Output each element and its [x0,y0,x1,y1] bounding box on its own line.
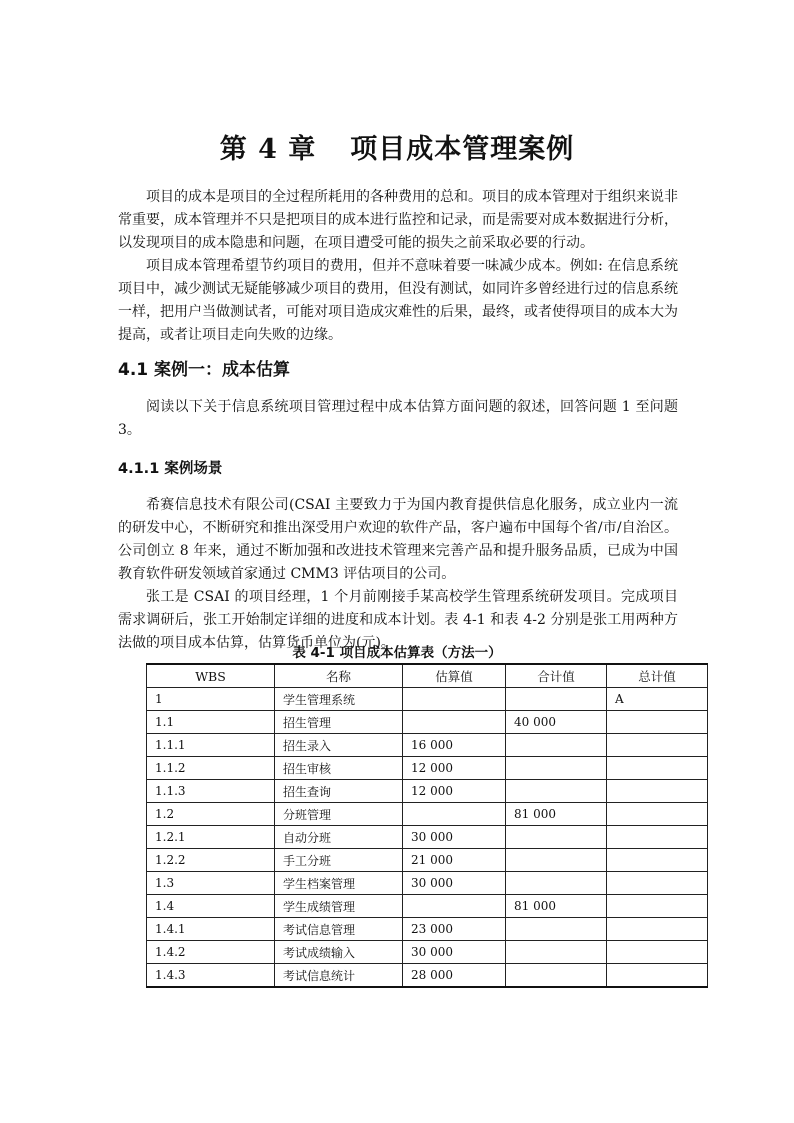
cell-total [607,803,708,826]
cell-estimate: 12 000 [403,780,506,803]
cell-total: A [607,688,708,711]
cell-subtotal [506,688,607,711]
cell-name: 学生档案管理 [275,872,403,895]
table-row [147,757,708,780]
table-header-row [147,664,708,688]
chapter-number: 第 4 章 [219,134,317,165]
cell-estimate [403,688,506,711]
cell-wbs: 1.4.3 [147,964,275,988]
cell-wbs: 1.1.1 [147,734,275,757]
header-total: 总计值 [607,664,708,688]
intro-paragraph-2: 项目成本管理希望节约项目的费用，但并不意味着要一味减少成本。例如: 在信息系统项目中，减少测试无疑能够减少项目的费用，但没有测试，如同许多曾经进行过的信息系统一样，把用户当做测试者，可能对项目造成灾难性的后果，最终，或者使得项目的成本大为提高，或者让项目走向失败的边缘。 [118,258,678,343]
cell-subtotal [506,780,607,803]
section-4-1-text: 阅读以下关于信息系统项目管理过程中成本估算方面问题的叙述，回答问题 1 至问题 3。 [118,399,678,438]
cell-subtotal: 40 000 [506,711,607,734]
table-caption: 表 4-1 项目成本估算表（方法一） [292,645,502,661]
cell-estimate: 28 000 [403,964,506,988]
cell-subtotal [506,964,607,988]
scenario-paragraph-2: 张工是 CSAI 的项目经理，1 个月前刚接手某高校学生管理系统研发项目。完成项目需求调研后，张工开始制定详细的进度和成本计划。表 4-1 和表 4-2 分别是张工用两种方法做的项目成本估算，估算货币单位为(元)。 [118,589,678,651]
cell-wbs: 1.2 [147,803,275,826]
table-row [147,734,708,757]
table-row [147,803,708,826]
cell-wbs: 1.4.1 [147,918,275,941]
cell-wbs: 1.1.2 [147,757,275,780]
header-wbs: WBS [147,664,275,688]
cell-total [607,780,708,803]
cell-name: 招生查询 [275,780,403,803]
cell-name: 分班管理 [275,803,403,826]
cell-subtotal [506,872,607,895]
cell-subtotal [506,757,607,780]
cell-name: 自动分班 [275,826,403,849]
table-row [147,895,708,918]
cell-total [607,826,708,849]
header-estimate: 估算值 [403,664,506,688]
cell-estimate: 21 000 [403,849,506,872]
cell-total [607,711,708,734]
cell-name: 考试信息统计 [275,964,403,988]
section-heading-4-1: 4.1 案例一：成本估算 [118,360,291,380]
cell-name: 学生成绩管理 [275,895,403,918]
cell-subtotal [506,849,607,872]
table-row [147,711,708,734]
cell-subtotal [506,941,607,964]
cell-total [607,734,708,757]
cell-estimate [403,711,506,734]
cell-name: 招生管理 [275,711,403,734]
cell-name: 学生管理系统 [275,688,403,711]
cell-wbs: 1.4.2 [147,941,275,964]
cell-wbs: 1.4 [147,895,275,918]
cell-total [607,872,708,895]
table-row [147,918,708,941]
cell-wbs: 1.1.3 [147,780,275,803]
scenario-paragraph-1: 希赛信息技术有限公司(CSAI 主要致力于为国内教育提供信息化服务，成立业内一流的研发中心，不断研究和推出深受用户欢迎的软件产品，客户遍布中国每个省/市/自治区。公司创立 8 年来，通过不断加强和改进技术管理来完善产品和提升服务品质，已成为中国教育软件研发领域首家通过 CMM3 评估项目的公司。 [118,497,678,582]
cell-subtotal: 81 000 [506,895,607,918]
cell-wbs: 1.2.1 [147,826,275,849]
cell-name: 招生录入 [275,734,403,757]
cell-wbs: 1 [147,688,275,711]
cell-estimate [403,895,506,918]
chapter-name: 项目成本管理案例 [350,134,575,165]
cell-name: 考试信息管理 [275,918,403,941]
table-row [147,941,708,964]
cell-estimate: 23 000 [403,918,506,941]
cell-total [607,918,708,941]
cell-wbs: 1.2.2 [147,849,275,872]
cell-subtotal [506,734,607,757]
header-subtotal: 合计值 [506,664,607,688]
cell-estimate: 30 000 [403,872,506,895]
cell-name: 考试成绩输入 [275,941,403,964]
intro-paragraph-1: 项目的成本是项目的全过程所耗用的各种费用的总和。项目的成本管理对于组织来说非常重要，成本管理并不只是把项目的成本进行监控和记录，而是需要对成本数据进行分析，以发现项目的成本隐患和问题，在项目遭受可能的损失之前采取必要的行动。 [118,189,678,251]
table-row [147,872,708,895]
cell-subtotal [506,918,607,941]
header-name: 名称 [275,664,403,688]
table-row [147,826,708,849]
cost-estimate-table [146,663,708,988]
section-heading-4-1-1: 4.1.1 案例场景 [118,461,223,477]
cell-name: 手工分班 [275,849,403,872]
table-row [147,964,708,988]
cell-estimate: 30 000 [403,941,506,964]
cell-total [607,941,708,964]
chapter-title [0,127,794,166]
table-row [147,688,708,711]
cell-estimate: 12 000 [403,757,506,780]
cell-wbs: 1.3 [147,872,275,895]
cell-total [607,757,708,780]
cell-name: 招生审核 [275,757,403,780]
table-row [147,849,708,872]
cell-estimate: 30 000 [403,826,506,849]
cell-wbs: 1.1 [147,711,275,734]
cell-total [607,895,708,918]
cell-estimate: 16 000 [403,734,506,757]
cell-subtotal: 81 000 [506,803,607,826]
cell-subtotal [506,826,607,849]
cell-estimate [403,803,506,826]
table-row [147,780,708,803]
cell-total [607,849,708,872]
cell-total [607,964,708,988]
